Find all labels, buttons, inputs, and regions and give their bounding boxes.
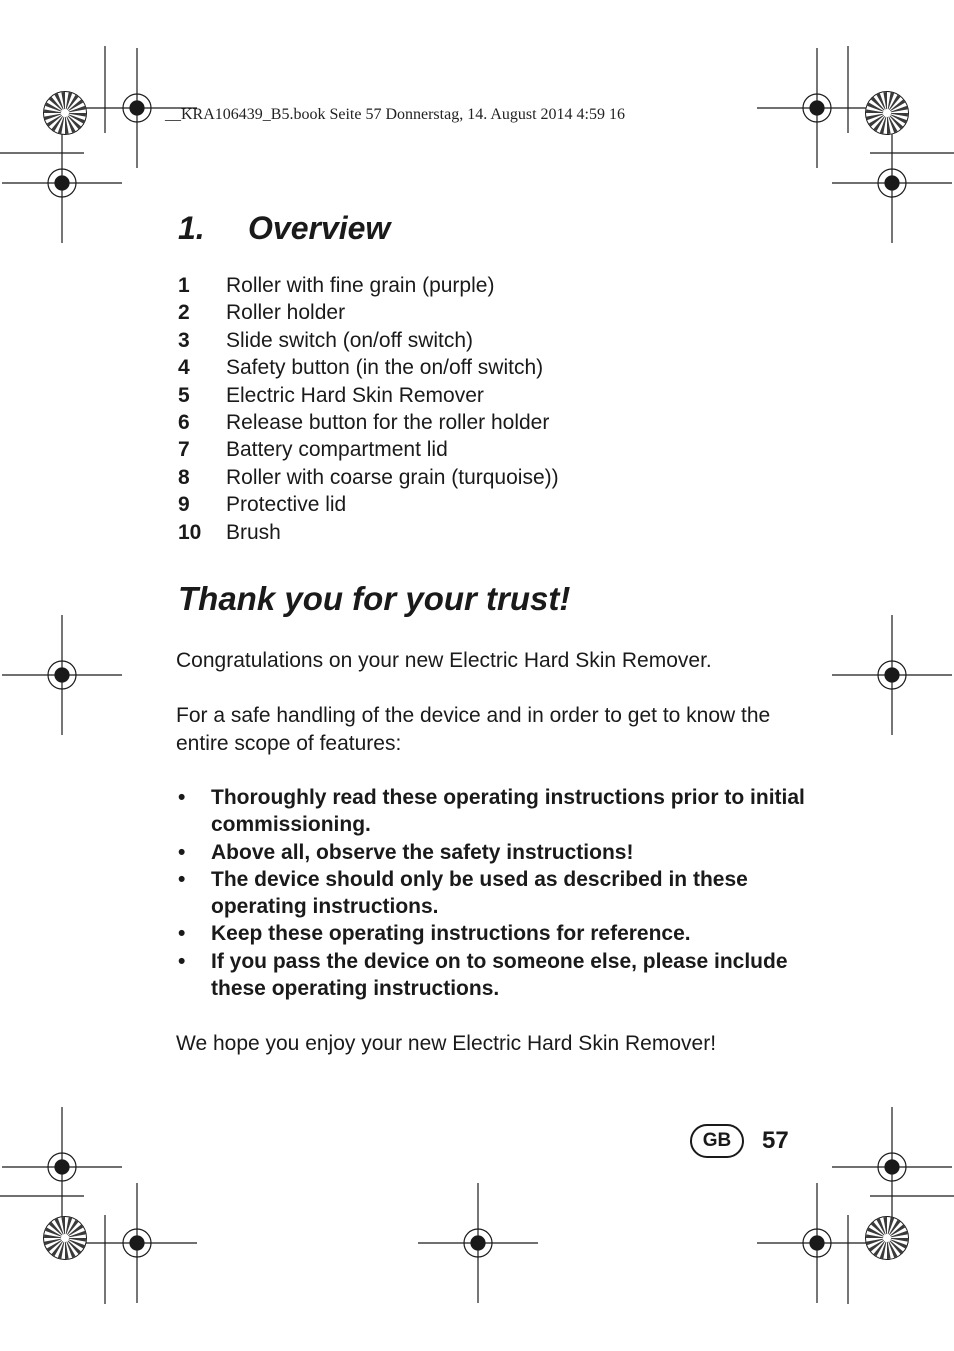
part-number: 6 xyxy=(178,410,190,434)
bullet-icon: • xyxy=(178,840,186,864)
list-item xyxy=(176,839,816,866)
list-item xyxy=(178,491,559,518)
part-label: Roller with fine grain (purple) xyxy=(226,274,495,297)
bullet-icon: • xyxy=(178,867,186,891)
part-label: Slide switch (on/off switch) xyxy=(226,328,474,352)
color-wheel-icon xyxy=(44,92,87,135)
part-label: Roller with coarse grain (turquoise)) xyxy=(226,465,559,489)
part-label: Electric Hard Skin Remover xyxy=(226,383,484,407)
list-item xyxy=(176,784,816,839)
color-wheel-icon xyxy=(866,92,909,135)
instructions-list xyxy=(176,784,816,1002)
instruction-text: If you pass the device on to someone else, please include these operating instructions. xyxy=(211,949,788,1001)
list-item xyxy=(178,354,559,381)
part-label: Safety button (in the on/off switch) xyxy=(226,356,544,380)
bullet-icon: • xyxy=(178,786,186,809)
list-item xyxy=(178,272,559,299)
part-number: 7 xyxy=(178,438,190,462)
registration-mark-icon xyxy=(2,615,122,735)
registration-mark-icon xyxy=(832,123,952,243)
thanks-heading: Thank you for your trust! xyxy=(178,580,571,617)
instruction-text: The device should only be used as described in these operating instructions. xyxy=(211,867,748,919)
part-number: 2 xyxy=(178,301,190,325)
list-item xyxy=(178,382,559,409)
part-label: Battery compartment lid xyxy=(226,438,448,462)
part-number: 10 xyxy=(178,520,202,544)
bullet-icon: • xyxy=(178,949,186,973)
part-label: Protective lid xyxy=(226,493,347,517)
list-item xyxy=(178,519,559,546)
section-title: Overview xyxy=(248,210,391,246)
list-item xyxy=(176,948,816,1003)
list-item xyxy=(178,436,559,463)
part-number: 8 xyxy=(178,465,190,489)
instruction-text: Thoroughly read these operating instructions prior to initial commissioning. xyxy=(211,786,805,837)
part-number: 5 xyxy=(178,383,190,407)
registration-mark-icon xyxy=(418,1183,538,1303)
overview-heading xyxy=(178,210,390,247)
part-label: Brush xyxy=(226,520,281,544)
list-item xyxy=(176,920,816,947)
list-item xyxy=(178,327,559,354)
list-item xyxy=(178,409,559,436)
color-wheel-icon xyxy=(866,1217,909,1260)
list-item xyxy=(176,866,816,921)
intro-paragraph: Congratulations on your new Electric Hard Skin Remover. xyxy=(176,649,712,672)
registration-mark-icon xyxy=(757,1183,877,1303)
part-number: 1 xyxy=(178,274,190,297)
registration-mark-icon xyxy=(832,615,952,735)
registration-mark-icon xyxy=(2,123,122,243)
registration-mark-icon xyxy=(832,1107,952,1227)
parts-list xyxy=(178,272,559,546)
lead-paragraph: For a safe handling of the device and in order to get to know the entire scope of features: xyxy=(176,704,771,755)
closing-paragraph: We hope you enjoy your new Electric Hard Skin Remover! xyxy=(176,1032,717,1055)
registration-mark-icon xyxy=(2,1107,122,1227)
part-label: Release button for the roller holder xyxy=(226,410,550,434)
part-number: 3 xyxy=(178,328,190,352)
page-footer xyxy=(690,1124,789,1158)
file-header: __KRA106439_B5.book Seite 57 Donnerstag, 14. August 2014 4:59 16 xyxy=(165,106,625,123)
section-number: 1. xyxy=(178,210,205,246)
list-item xyxy=(178,299,559,326)
part-number: 9 xyxy=(178,493,190,517)
page-number: 57 xyxy=(762,1127,789,1154)
part-label: Roller holder xyxy=(226,301,346,325)
country-badge: GB xyxy=(690,1124,744,1158)
color-wheel-icon xyxy=(44,1217,87,1260)
instruction-text: Above all, observe the safety instructions! xyxy=(211,840,634,864)
bullet-icon: • xyxy=(178,922,186,946)
instruction-text: Keep these operating instructions for reference. xyxy=(211,922,691,946)
part-number: 4 xyxy=(178,356,190,380)
list-item xyxy=(178,464,559,491)
registration-mark-icon xyxy=(77,1183,197,1303)
registration-mark-icon xyxy=(757,48,877,168)
